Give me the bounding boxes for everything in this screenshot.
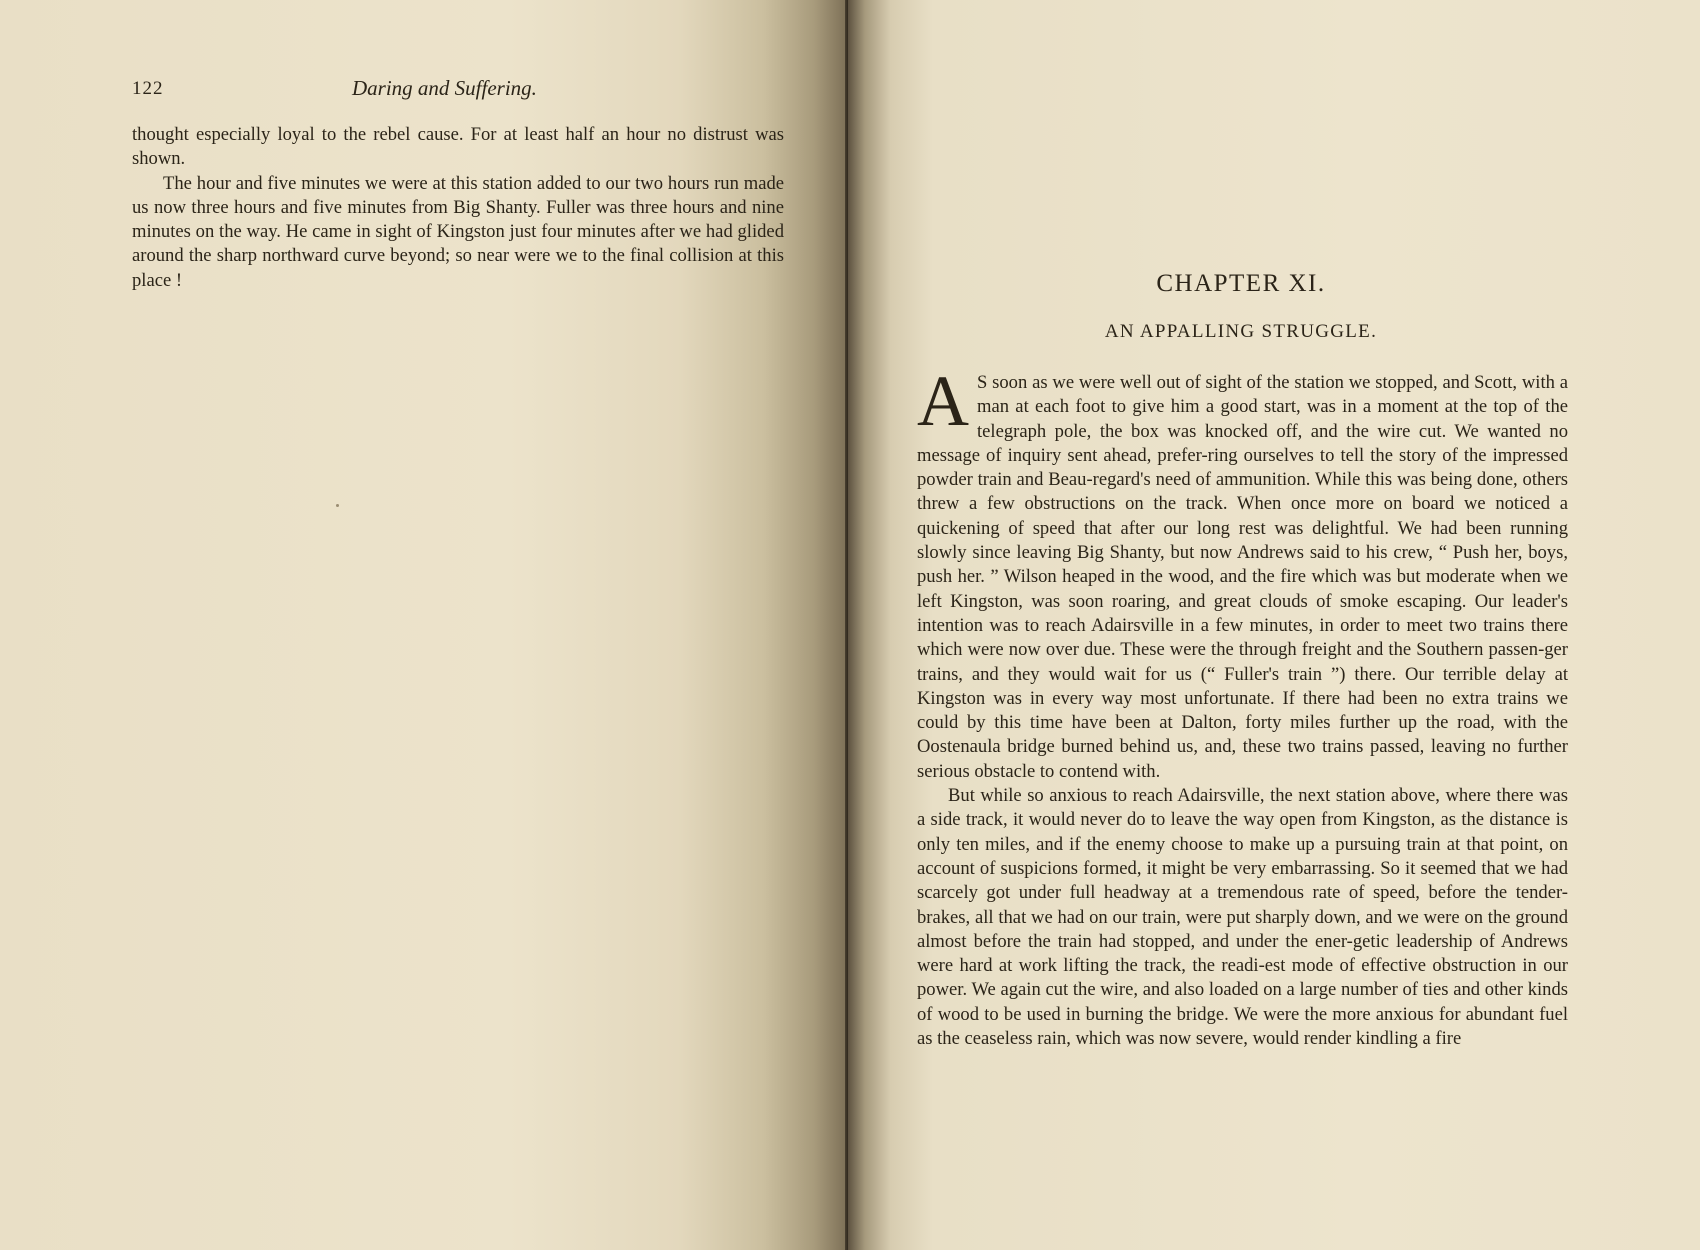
- drop-cap: A: [917, 361, 969, 441]
- paragraph-text: S soon as we were well out of sight of the station we stopped, and Scott, with a man at each foot to give him a good start, was in a moment at the top of the telegraph pole, the box was knocked off, and the wire cut. We wanted no message of inquiry sent ahead, prefer-ring ourselves to tell the story of the impressed powder train and Beau-regard's need of ammunition. While this was being done, others threw a few obstructions on the track. When once more on board we noticed a quickening of speed that after our long rest was delightful. We had been running slowly since leaving Big Shanty, but now Andrews said to his crew, “ Push her, boys, push her. ” Wilson heaped in the wood, and the fire which was but moderate when we left Kingston, was soon roaring, and great clouds of smoke escaping. Our leader's intention was to reach Adairsville in a few minutes, in order to meet two trains there which were now over due. These were the through freight and the Southern passen-ger trains, and they would wait for us (“ Fuller's train ”) there. Our terrible delay at Kingston was in every way most unfortunate. If there had been no extra trains we could by this time have been at Dalton, forty miles further up the road, with the Oostenaula bridge burned behind us, and, these two trains passed, leaving no further serious obstacle to contend with.: [917, 372, 1568, 782]
- paragraph: [917, 361, 1568, 784]
- left-page-text: [132, 123, 784, 293]
- left-page: [0, 0, 848, 1250]
- paragraph: The hour and five minutes we were at this station added to our two hours run made us now three hours and five minutes from Big Shanty. Fuller was three hours and nine minutes on the way. He came in sight of Kingston just four minutes after we had glided around the sharp northward curve beyond; so near were we to the final collision at this place !: [132, 172, 784, 291]
- chapter-title: CHAPTER XI.: [1156, 270, 1326, 297]
- paragraph: thought especially loyal to the rebel cause. For at least half an hour no distrust was shown.: [132, 124, 784, 170]
- paragraph: But while so anxious to reach Adairsville, the next station above, where there was a side track, it would never do to leave the way open from Kingston, as the distance is only ten miles, and if the enemy choose to make up a pursuing train at that point, on account of suspicions formed, it might be very embarrassing. So it seemed that we had scarcely got under full headway at a tremendous rate of speed, before the tender-brakes, all that we had on our train, were put sharply down, and we were on the ground almost before the train had stopped, and under the ener-getic leadership of Andrews were hard at work lifting the track, the readi-est mode of effective obstruction in our power. We again cut the wire, and also loaded on a large number of ties and other kinds of wood to be used in burning the bridge. We were the more anxious for abundant fuel as the ceaseless rain, which was now severe, would render kindling a fire: [917, 785, 1568, 1050]
- chapter-subtitle: AN APPALLING STRUGGLE.: [1104, 321, 1378, 342]
- right-page-text: [917, 361, 1568, 1051]
- page-number: 122: [132, 78, 164, 99]
- running-title: Daring and Suffering.: [352, 76, 537, 100]
- running-head: [132, 78, 784, 106]
- paper-speck: [336, 504, 339, 507]
